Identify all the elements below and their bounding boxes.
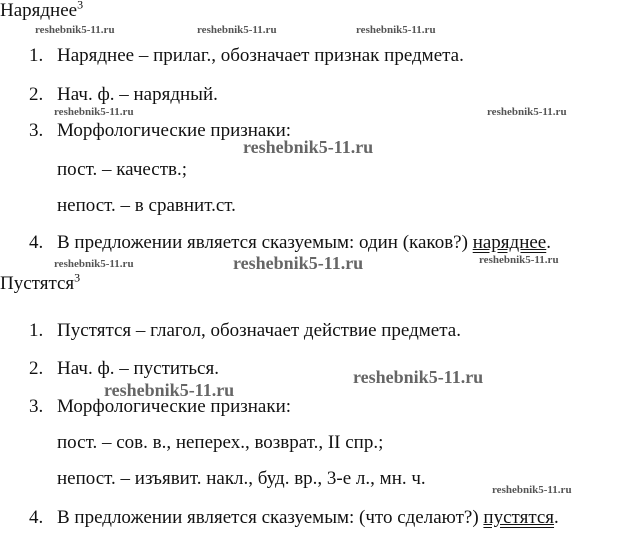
watermark: reshebnik5-11.ru xyxy=(356,24,436,36)
b1-item-3: Морфологические признаки: xyxy=(57,120,292,141)
watermark: reshebnik5-11.ru xyxy=(487,106,567,118)
b2-num-4: 4. xyxy=(29,507,44,528)
b2-item-1: Пустятся – глагол, обозначает действие предмета. xyxy=(57,320,461,341)
b2-num-3: 3. xyxy=(29,396,44,417)
watermark: reshebnik5-11.ru xyxy=(197,24,277,36)
title-1-word: Наряднее xyxy=(0,0,78,21)
b1-num-2: 2. xyxy=(29,84,44,105)
b2-item-4-before: В предложении является сказуемым: (что сделают?) xyxy=(57,507,484,528)
b1-num-4: 4. xyxy=(29,232,44,253)
b2-sub-2: непост. – изъявит. накл., буд. вр., 3-е л., мн. ч. xyxy=(57,468,426,489)
b2-item-4 xyxy=(57,507,559,529)
b1-item-2: Нач. ф. – нарядный. xyxy=(57,84,218,105)
watermark: reshebnik5-11.ru xyxy=(104,380,235,400)
watermark: reshebnik5-11.ru xyxy=(35,24,115,36)
b1-num-3: 3. xyxy=(29,120,44,141)
b1-item-1: Наряднее – прилаг., обозначает признак предмета. xyxy=(57,45,464,66)
b1-item-4 xyxy=(57,232,551,254)
b1-item-4-after: . xyxy=(546,232,551,253)
b2-item-3: Морфологические признаки: xyxy=(57,396,292,417)
b1-item-4-before: В предложении является сказуемым: один (каков?) xyxy=(57,232,473,253)
title-2-sup: 3 xyxy=(74,270,81,285)
b1-sub-2: непост. – в сравнит.ст. xyxy=(57,195,236,216)
b2-item-4-after: . xyxy=(554,507,559,528)
watermark: reshebnik5-11.ru xyxy=(492,484,572,496)
b1-sub-1: пост. – качеств.; xyxy=(57,159,188,180)
watermark: reshebnik5-11.ru xyxy=(233,253,364,273)
b2-item-4-underlined: пустятся xyxy=(483,507,555,528)
b1-num-1: 1. xyxy=(29,45,44,66)
watermark: reshebnik5-11.ru xyxy=(54,106,134,118)
watermark: reshebnik5-11.ru xyxy=(54,258,134,270)
watermark: reshebnik5-11.ru xyxy=(353,367,484,387)
title-1 xyxy=(0,0,83,22)
title-2-word: Пустятся xyxy=(0,273,75,294)
watermark: reshebnik5-11.ru xyxy=(243,137,374,157)
b1-item-4-underlined: наряднее xyxy=(472,232,547,253)
b2-item-2: Нач. ф. – пуститься. xyxy=(57,358,219,379)
b2-sub-1: пост. – сов. в., неперех., возврат., II спр.; xyxy=(57,432,384,453)
title-1-sup: 3 xyxy=(77,0,84,12)
b2-num-2: 2. xyxy=(29,358,44,379)
b2-num-1: 1. xyxy=(29,320,44,341)
watermark: reshebnik5-11.ru xyxy=(479,254,559,266)
title-2 xyxy=(0,270,81,295)
